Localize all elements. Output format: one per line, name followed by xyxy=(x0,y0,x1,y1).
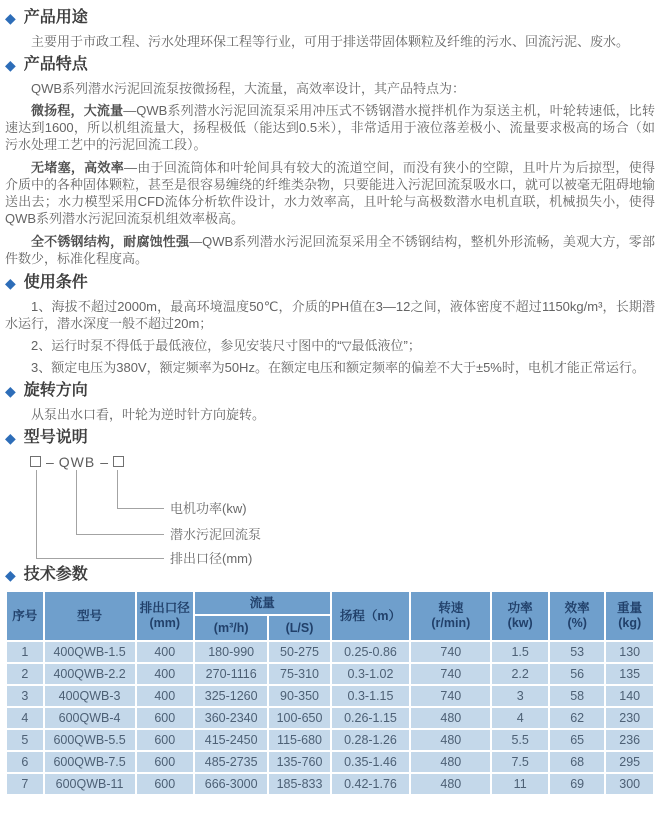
table-cell: 3 xyxy=(491,685,549,707)
table-cell: 4 xyxy=(491,707,549,729)
section-features xyxy=(0,55,660,267)
diamond-icon: ◆ xyxy=(5,57,16,73)
table-cell: 7.5 xyxy=(491,751,549,773)
table-row xyxy=(6,641,654,663)
col-header-efficiency xyxy=(549,591,605,641)
table-cell: 400 xyxy=(136,663,194,685)
diamond-icon: ◆ xyxy=(5,383,16,399)
table-cell: 135-760 xyxy=(268,751,330,773)
model-box-outlet xyxy=(30,456,41,467)
section-conditions xyxy=(0,273,660,376)
table-cell: 56 xyxy=(549,663,605,685)
table-cell: 270-1116 xyxy=(194,663,269,685)
feature-text: —QWB系列潜水污泥回流泵采用全不锈钢结构，整机外形流畅，美观大方，零部件数少，标准化程度高。 xyxy=(5,234,655,266)
callout-line xyxy=(36,558,164,559)
table-cell: 600 xyxy=(136,751,194,773)
model-label-power: 电机功率(kw) xyxy=(170,501,247,516)
table-cell: 600QWB-4 xyxy=(44,707,136,729)
table-cell: 2.2 xyxy=(491,663,549,685)
table-cell: 400QWB-2.2 xyxy=(44,663,136,685)
table-cell: 480 xyxy=(410,707,491,729)
rotation-text: 从泵出水口看，叶轮为逆时针方向旋转。 xyxy=(31,407,266,422)
model-code-diagram xyxy=(30,453,650,565)
table-cell: 65 xyxy=(549,729,605,751)
col-header-flow: 流量 xyxy=(194,591,331,615)
table-cell: 90-350 xyxy=(268,685,330,707)
col-header-line: 功率 xyxy=(507,601,533,615)
table-row xyxy=(6,751,654,773)
table-cell: 485-2735 xyxy=(194,751,269,773)
table-cell: 2 xyxy=(6,663,44,685)
table-row xyxy=(6,729,654,751)
col-header-speed xyxy=(410,591,491,641)
table-cell: 480 xyxy=(410,751,491,773)
table-row xyxy=(6,663,654,685)
col-header-line: (r/min) xyxy=(431,616,471,630)
table-cell: 600QWB-7.5 xyxy=(44,751,136,773)
table-cell: 1.5 xyxy=(491,641,549,663)
table-cell: 0.35-1.46 xyxy=(331,751,411,773)
col-header-flow-ls: (L/S) xyxy=(268,615,330,641)
section-heading-features xyxy=(0,55,660,75)
feature-lead: 全不锈钢结构，耐腐蚀性强 xyxy=(31,234,190,249)
table-cell: 400QWB-1.5 xyxy=(44,641,136,663)
table-cell: 360-2340 xyxy=(194,707,269,729)
table-cell: 0.42-1.76 xyxy=(331,773,411,795)
table-cell: 69 xyxy=(549,773,605,795)
section-heading-rotation xyxy=(0,381,660,401)
table-cell: 600QWB-5.5 xyxy=(44,729,136,751)
feature-text: —由于回流筒体和叶轮间具有较大的流道空间，而没有狭小的空隙，且叶片为后掠型，使得介质中的各种固体颗粒，甚至是很容易缠绕的纤维类杂物，只要能进入污泥回流泵吸水口，就可以被毫无阻碍地输送出去；水力模型采用CFD流体分析软件设计，水力效率高，且叶轮与高极数潜水电机直联，机械损失小，使得QWB系列潜水污泥回流泵机组效率极高。 xyxy=(5,160,656,226)
col-header-line: (mm) xyxy=(149,616,181,630)
table-cell: 5 xyxy=(6,729,44,751)
model-box-power xyxy=(113,456,124,467)
table-cell: 130 xyxy=(605,641,654,663)
model-label-series: 潜水污泥回流泵 xyxy=(170,527,262,542)
section-heading-model xyxy=(0,428,660,448)
condition-item: 3、额定电压为380V，额定频率为50Hz。在额定电压和额定频率的偏差不大于±5%时，电机才能正常运行。 xyxy=(31,360,645,375)
table-cell: 1 xyxy=(6,641,44,663)
section-heading-usage xyxy=(0,8,660,28)
table-cell: 600 xyxy=(136,773,194,795)
model-separator: – xyxy=(100,453,109,470)
condition-item: 1、海拔不超过2000m，最高环境温度50℃，介质的PH值在3—12之间，液体密度不超过1150kg/m³，长期潜水运行，潜水深度一般不超过20m； xyxy=(5,299,655,331)
col-header-line: (kw) xyxy=(507,616,533,630)
table-row xyxy=(6,685,654,707)
section-usage xyxy=(0,8,660,50)
table-cell: 50-275 xyxy=(268,641,330,663)
table-cell: 100-650 xyxy=(268,707,330,729)
diamond-icon: ◆ xyxy=(5,10,16,26)
feature-paragraph xyxy=(5,159,655,227)
table-cell: 325-1260 xyxy=(194,685,269,707)
table-cell: 185-833 xyxy=(268,773,330,795)
table-row xyxy=(6,707,654,729)
model-separator: – xyxy=(46,453,54,470)
col-header-line: (kg) xyxy=(618,616,642,630)
table-cell: 3 xyxy=(6,685,44,707)
section-heading-specs xyxy=(0,565,660,585)
model-code-row xyxy=(30,453,650,470)
table-cell: 115-680 xyxy=(268,729,330,751)
col-header-line: 排出口径 xyxy=(139,601,190,615)
specs-table-header xyxy=(6,591,654,641)
table-cell: 0.3-1.15 xyxy=(331,685,411,707)
table-cell: 600 xyxy=(136,707,194,729)
col-header-outlet xyxy=(136,591,194,641)
diamond-icon: ◆ xyxy=(5,430,16,446)
col-header-model: 型号 xyxy=(44,591,136,641)
diamond-icon: ◆ xyxy=(5,567,16,583)
table-cell: 135 xyxy=(605,663,654,685)
section-model xyxy=(0,428,660,565)
table-cell: 75-310 xyxy=(268,663,330,685)
section-title: 技术参数 xyxy=(23,566,88,583)
table-cell: 53 xyxy=(549,641,605,663)
col-header-flow-m3h: (m³/h) xyxy=(194,615,269,641)
table-cell: 400 xyxy=(136,685,194,707)
table-cell: 480 xyxy=(410,729,491,751)
table-cell: 0.26-1.15 xyxy=(331,707,411,729)
usage-text: 主要用于市政工程、污水处理环保工程等行业，可用于排送带固体颗粒及纤维的污水、回流污泥、废水。 xyxy=(31,34,630,49)
model-label-outlet: 排出口径(mm) xyxy=(170,551,253,566)
table-cell: 666-3000 xyxy=(194,773,269,795)
table-cell: 6 xyxy=(6,751,44,773)
table-cell: 295 xyxy=(605,751,654,773)
col-header-line: (%) xyxy=(567,616,587,630)
callout-line xyxy=(36,470,37,558)
section-title: 型号说明 xyxy=(23,429,88,446)
specs-table-body xyxy=(6,641,654,795)
features-intro: QWB系列潜水污泥回流泵按微扬程，大流量，高效率设计，其产品特点为： xyxy=(31,81,466,96)
table-cell: 7 xyxy=(6,773,44,795)
feature-text: —QWB系列潜水污泥回流泵采用冲压式不锈钢潜水搅拌机作为泵送主机，叶轮转速低，比转速达到1600，所以机组流量大，扬程极低（能达到0.5米），非常适用于液位落差极小、流量要求极高的场合（如污水处理工艺中的污泥回流工段）。 xyxy=(5,103,655,152)
callout-line xyxy=(117,470,118,508)
section-specs xyxy=(0,565,660,796)
table-row xyxy=(6,773,654,795)
table-cell: 400QWB-3 xyxy=(44,685,136,707)
model-series-code: QWB xyxy=(58,453,96,470)
table-cell: 5.5 xyxy=(491,729,549,751)
table-cell: 58 xyxy=(549,685,605,707)
table-cell: 68 xyxy=(549,751,605,773)
callout-line xyxy=(76,470,77,534)
section-heading-conditions xyxy=(0,273,660,293)
table-cell: 740 xyxy=(410,685,491,707)
section-title: 产品特点 xyxy=(23,56,88,73)
table-cell: 740 xyxy=(410,663,491,685)
feature-lead: 无堵塞，高效率 xyxy=(31,160,124,175)
table-cell: 0.25-0.86 xyxy=(331,641,411,663)
table-cell: 62 xyxy=(549,707,605,729)
table-cell: 180-990 xyxy=(194,641,269,663)
table-cell: 140 xyxy=(605,685,654,707)
table-cell: 480 xyxy=(410,773,491,795)
table-cell: 400 xyxy=(136,641,194,663)
diamond-icon: ◆ xyxy=(5,275,16,291)
section-title: 旋转方向 xyxy=(23,382,88,399)
table-cell: 600QWB-11 xyxy=(44,773,136,795)
col-header-weight xyxy=(605,591,654,641)
table-cell: 740 xyxy=(410,641,491,663)
col-header-power xyxy=(491,591,549,641)
col-header-line: 效率 xyxy=(564,601,590,615)
callout-line xyxy=(76,534,164,535)
table-cell: 4 xyxy=(6,707,44,729)
table-cell: 11 xyxy=(491,773,549,795)
table-cell: 600 xyxy=(136,729,194,751)
col-header-line: 转速 xyxy=(438,601,464,615)
col-header-seq: 序号 xyxy=(6,591,44,641)
col-header-head: 扬程（m） xyxy=(331,591,411,641)
specs-table xyxy=(5,590,655,796)
table-cell: 236 xyxy=(605,729,654,751)
table-cell: 0.28-1.26 xyxy=(331,729,411,751)
section-title: 产品用途 xyxy=(23,9,88,26)
feature-paragraph xyxy=(5,233,655,267)
section-title: 使用条件 xyxy=(23,274,88,291)
table-cell: 300 xyxy=(605,773,654,795)
table-cell: 0.3-1.02 xyxy=(331,663,411,685)
table-cell: 415-2450 xyxy=(194,729,269,751)
section-rotation xyxy=(0,381,660,423)
condition-item: 2、运行时泵不得低于最低液位，参见安装尺寸图中的“▽最低液位”； xyxy=(31,338,421,353)
col-header-line: 重量 xyxy=(617,601,643,615)
feature-paragraph xyxy=(5,102,655,153)
table-cell: 230 xyxy=(605,707,654,729)
callout-line xyxy=(117,508,164,509)
feature-lead: 微扬程，大流量 xyxy=(31,103,124,118)
